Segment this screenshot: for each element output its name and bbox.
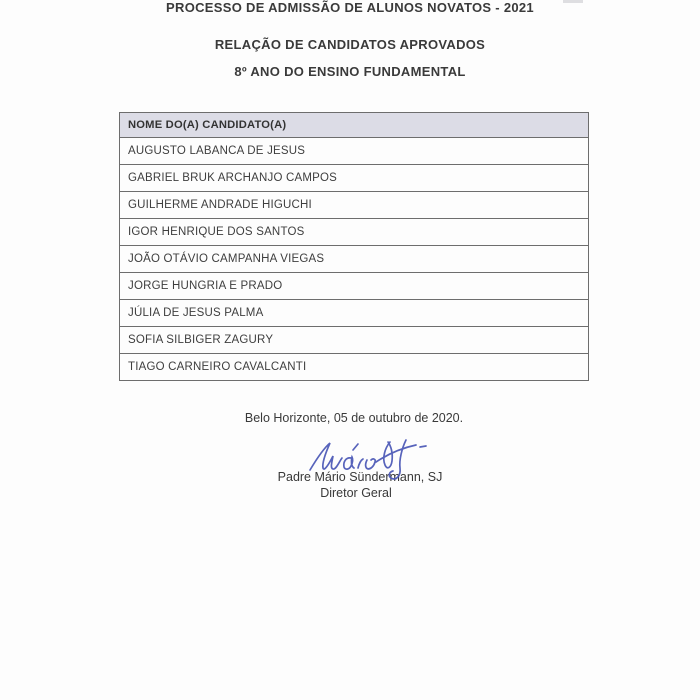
table-row xyxy=(120,165,589,192)
table-row xyxy=(120,273,589,300)
document-grade-line: 8º ANO DO ENSINO FUNDAMENTAL xyxy=(234,64,466,79)
signer-role: Diretor Geral xyxy=(320,486,392,500)
table-row xyxy=(120,138,589,165)
table-row xyxy=(120,354,589,381)
candidates-table xyxy=(119,112,589,381)
candidate-name-cell: IGOR HENRIQUE DOS SANTOS xyxy=(120,219,589,246)
candidate-name-cell: JÚLIA DE JESUS PALMA xyxy=(120,300,589,327)
handwritten-signature xyxy=(306,436,432,483)
candidate-name-cell: JOÃO OTÁVIO CAMPANHA VIEGAS xyxy=(120,246,589,273)
candidate-name-cell: JORGE HUNGRIA E PRADO xyxy=(120,273,589,300)
date-line: Belo Horizonte, 05 de outubro de 2020. xyxy=(244,411,464,425)
table-row xyxy=(120,192,589,219)
table-row xyxy=(120,246,589,273)
candidate-name-cell: GABRIEL BRUK ARCHANJO CAMPOS xyxy=(120,165,589,192)
table-row xyxy=(120,219,589,246)
document-subtitle: RELAÇÃO DE CANDIDATOS APROVADOS xyxy=(214,37,486,52)
document-title: PROCESSO DE ADMISSÃO DE ALUNOS NOVATOS - 2021 xyxy=(166,0,534,15)
candidate-name-cell: AUGUSTO LABANCA DE JESUS xyxy=(120,138,589,165)
candidate-name-cell: SOFIA SILBIGER ZAGURY xyxy=(120,327,589,354)
table-row xyxy=(120,300,589,327)
column-header-candidate-name: NOME DO(A) CANDIDATO(A) xyxy=(120,113,589,138)
candidate-name-cell: GUILHERME ANDRADE HIGUCHI xyxy=(120,192,589,219)
table-header-row xyxy=(120,113,589,138)
candidate-name-cell: TIAGO CARNEIRO CAVALCANTI xyxy=(120,354,589,381)
table-row xyxy=(120,327,589,354)
signer-name: Padre Mário Sündermann, SJ xyxy=(277,470,443,484)
